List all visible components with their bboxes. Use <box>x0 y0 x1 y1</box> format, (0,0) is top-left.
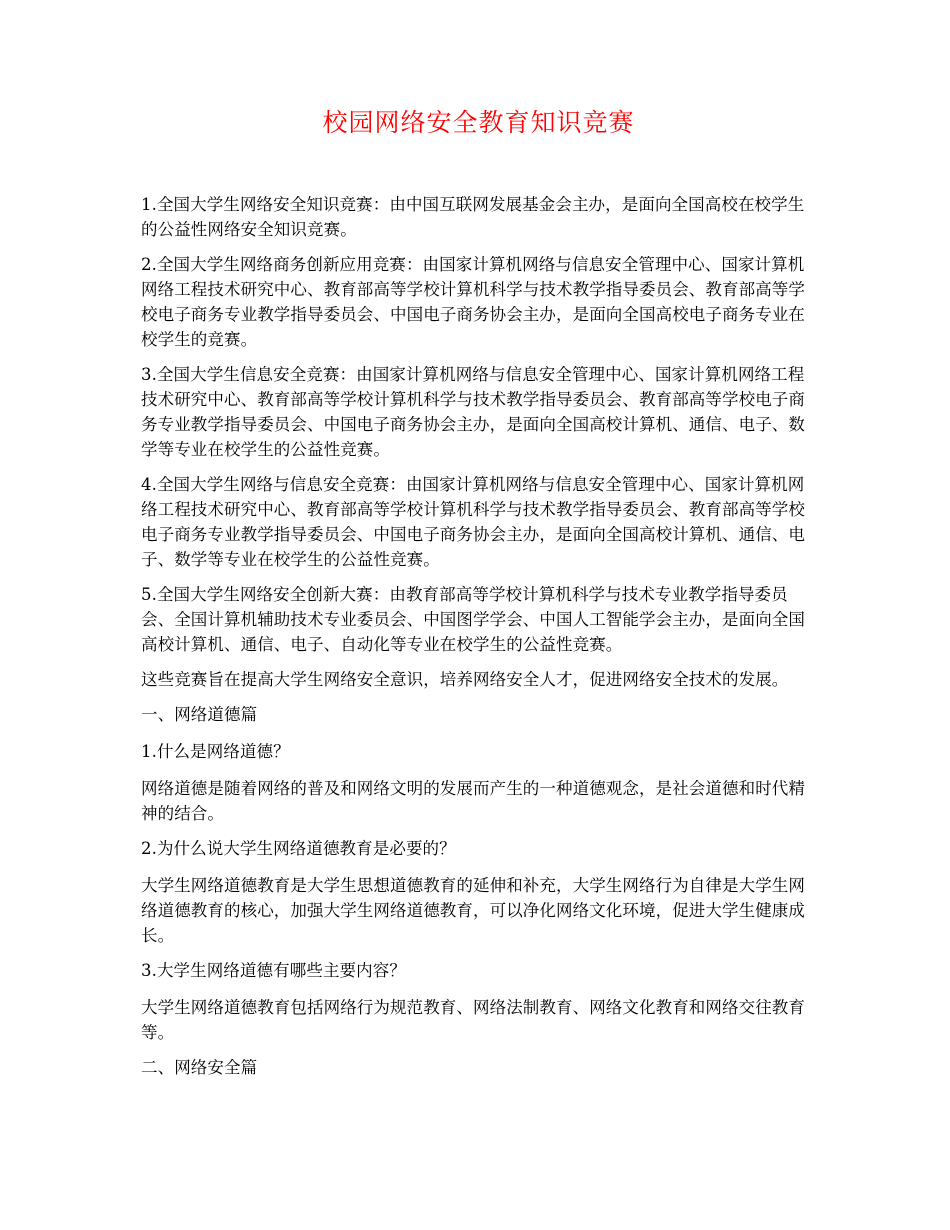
answer-1: 网络道德是随着网络的普及和网络文明的发展而产生的一种道德观念，是社会道德和时代精神的结合。 <box>141 779 805 823</box>
section-heading-ethics: 一、网络道德篇 <box>141 705 258 724</box>
section-heading-security: 二、网络安全篇 <box>141 1058 258 1077</box>
question-3: 3.大学生网络道德有哪些主要内容？ <box>141 961 406 980</box>
paragraph-competition-5: 5.全国大学生网络安全创新大赛：由教育部高等学校计算机科学与技术专业教学指导委员会、全国计算机辅助技术专业委员会、中国图学学会、中国人工智能学会主办，是面向全国高校计算机、通信、电子、自动化等专业在校学生的公益性竞赛。 <box>141 585 805 654</box>
paragraph-summary: 这些竞赛旨在提高大学生网络安全意识，培养网络安全人才，促进网络安全技术的发展。 <box>141 670 789 689</box>
answer-3: 大学生网络道德教育包括网络行为规范教育、网络法制教育、网络文化教育和网络交往教育等。 <box>141 998 805 1042</box>
paragraph-competition-4: 4.全国大学生网络与信息安全竞赛：由国家计算机网络与信息安全管理中心、国家计算机网络工程技术研究中心、教育部高等学校计算机科学与技术教学指导委员会、教育部高等学校电子商务专业教学指导委员会、中国电子商务协会主办，是面向全国高校计算机、通信、电子、数学等专业在校学生的公益性竞赛。 <box>141 475 805 569</box>
question-1: 1.什么是网络道德？ <box>141 742 290 761</box>
document-title: 校园网络安全教育知识竞赛 <box>322 108 635 137</box>
paragraph-competition-3: 3.全国大学生信息安全竞赛：由国家计算机网络与信息安全管理中心、国家计算机网络工程技术研究中心、教育部高等学校计算机科学与技术教学指导委员会、教育部高等学校电子商务专业教学指导委员会、中国电子商务协会主办，是面向全国高校计算机、通信、电子、数学等专业在校学生的公益性竞赛。 <box>141 365 805 459</box>
paragraph-competition-2: 2.全国大学生网络商务创新应用竞赛：由国家计算机网络与信息安全管理中心、国家计算机网络工程技术研究中心、教育部高等学校计算机科学与技术教学指导委员会、教育部高等学校电子商务专业教学指导委员会、中国电子商务协会主办，是面向全国高校电子商务专业在校学生的竞赛。 <box>141 255 805 349</box>
question-2: 2.为什么说大学生网络道德教育是必要的？ <box>141 839 456 858</box>
paragraph-competition-1: 1.全国大学生网络安全知识竞赛：由中国互联网发展基金会主办，是面向全国高校在校学生的公益性网络安全知识竞赛。 <box>141 195 805 239</box>
answer-2: 大学生网络道德教育是大学生思想道德教育的延伸和补充，大学生网络行为自律是大学生网络道德教育的核心，加强大学生网络道德教育，可以净化网络文化环境，促进大学生健康成长。 <box>141 876 805 945</box>
